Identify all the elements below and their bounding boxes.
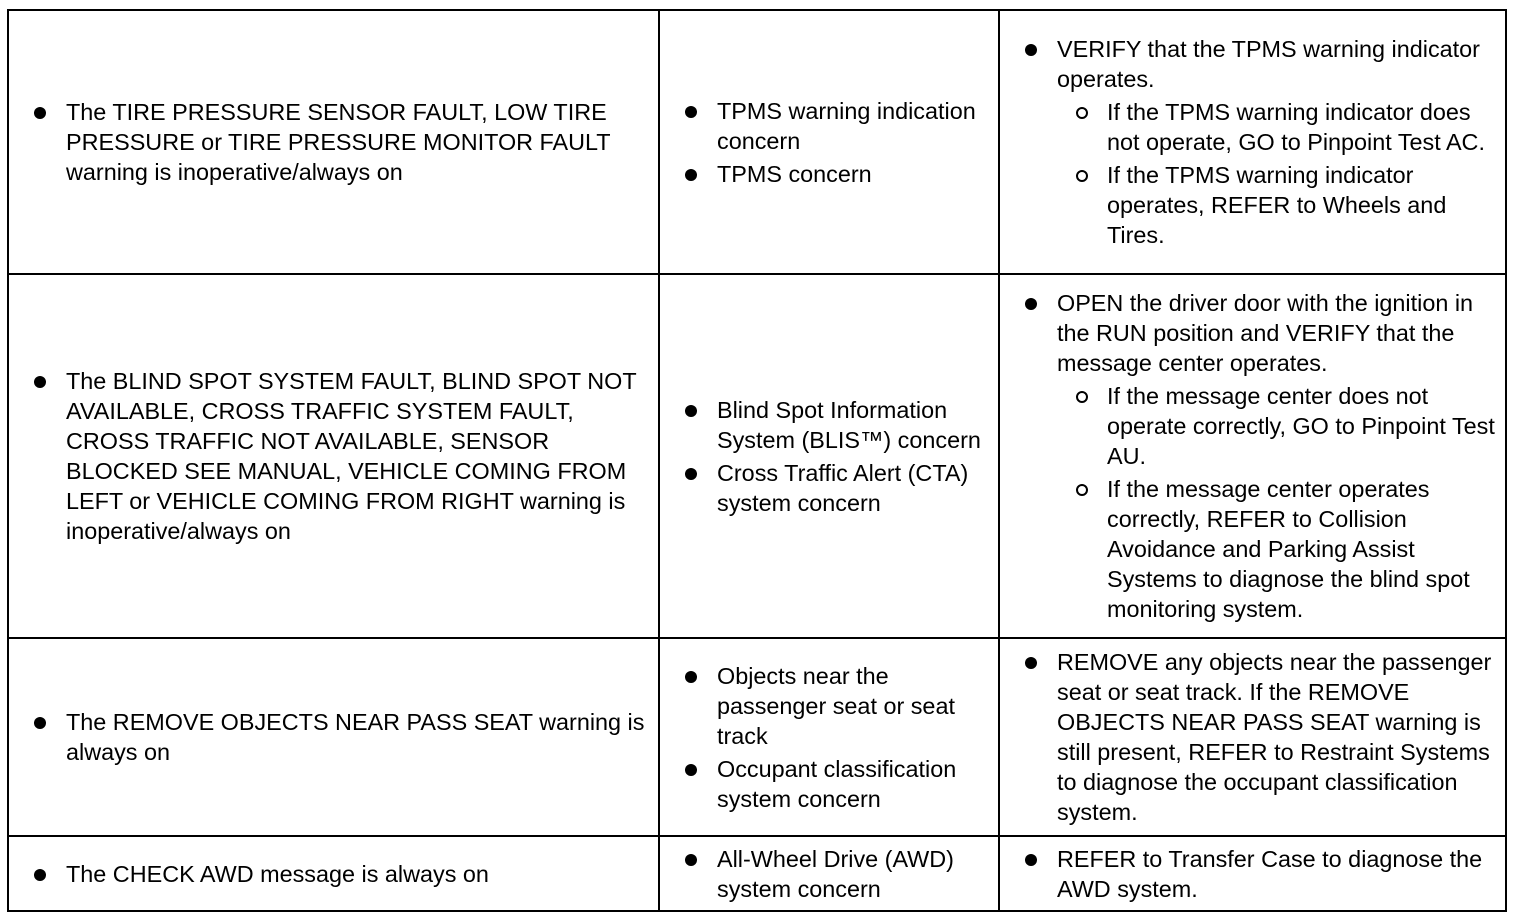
action-cell bbox=[1000, 639, 1507, 835]
action-text: OPEN the driver door with the ignition in the RUN position and VERIFY that the message center operates. bbox=[1057, 290, 1474, 376]
cause-cell bbox=[660, 275, 998, 637]
symptom-cell bbox=[9, 11, 658, 273]
action-cell bbox=[1000, 11, 1507, 273]
action-text: VERIFY that the TPMS warning indicator operates. bbox=[1057, 36, 1480, 92]
symptom-cell bbox=[9, 837, 658, 910]
cause-item: Blind Spot Information System (BLIS™) concern bbox=[682, 395, 994, 455]
symptom-text: The TIRE PRESSURE SENSOR FAULT, LOW TIRE PRESSURE or TIRE PRESSURE MONITOR FAULT warning is inoperative/always on bbox=[31, 97, 654, 187]
action-cell bbox=[1000, 837, 1507, 910]
cause-item: All-Wheel Drive (AWD) system concern bbox=[682, 844, 994, 904]
action-cell bbox=[1000, 275, 1507, 637]
symptom-cell bbox=[9, 275, 658, 637]
diagnosis-table bbox=[7, 9, 1507, 912]
action-item: REFER to Transfer Case to diagnose the AWD system. bbox=[1022, 844, 1499, 904]
sub-action-item: If the TPMS warning indicator does not operate, GO to Pinpoint Test AC. bbox=[1072, 97, 1499, 157]
cause-item: Occupant classification system concern bbox=[682, 754, 994, 814]
cause-item: TPMS warning indication concern bbox=[682, 96, 994, 156]
action-item: REMOVE any objects near the passenger seat or seat track. If the REMOVE OBJECTS NEAR PASS SEAT warning is still present, REFER to Restraint Systems to diagnose the occupant classification system. bbox=[1022, 647, 1499, 827]
sub-action-item: If the TPMS warning indicator operates, REFER to Wheels and Tires. bbox=[1072, 160, 1499, 250]
action-item bbox=[1022, 288, 1499, 624]
cause-item: Cross Traffic Alert (CTA) system concern bbox=[682, 458, 994, 518]
cause-item: Objects near the passenger seat or seat track bbox=[682, 661, 994, 751]
cause-cell bbox=[660, 11, 998, 273]
symptom-text: The CHECK AWD message is always on bbox=[31, 859, 489, 889]
table-row bbox=[9, 637, 1505, 835]
sub-action-item: If the message center operates correctly, REFER to Collision Avoidance and Parking Assist Systems to diagnose the blind spot monitoring system. bbox=[1072, 474, 1499, 624]
symptom-cell bbox=[9, 639, 658, 835]
table-row bbox=[9, 835, 1505, 910]
action-item bbox=[1022, 34, 1499, 250]
cause-cell bbox=[660, 837, 998, 910]
cause-item: TPMS concern bbox=[682, 159, 994, 189]
symptom-text: The REMOVE OBJECTS NEAR PASS SEAT warning is always on bbox=[31, 707, 654, 767]
cause-cell bbox=[660, 639, 998, 835]
table-row bbox=[9, 11, 1505, 273]
table-row bbox=[9, 273, 1505, 637]
sub-action-item: If the message center does not operate correctly, GO to Pinpoint Test AU. bbox=[1072, 381, 1499, 471]
symptom-text: The BLIND SPOT SYSTEM FAULT, BLIND SPOT NOT AVAILABLE, CROSS TRAFFIC SYSTEM FAULT, CROSS TRAFFIC NOT AVAILABLE, SENSOR BLOCKED SEE MANUAL, VEHICLE COMING FROM LEFT or VEHICLE COMING FROM RIGHT warning is inoperative/always on bbox=[31, 366, 654, 546]
